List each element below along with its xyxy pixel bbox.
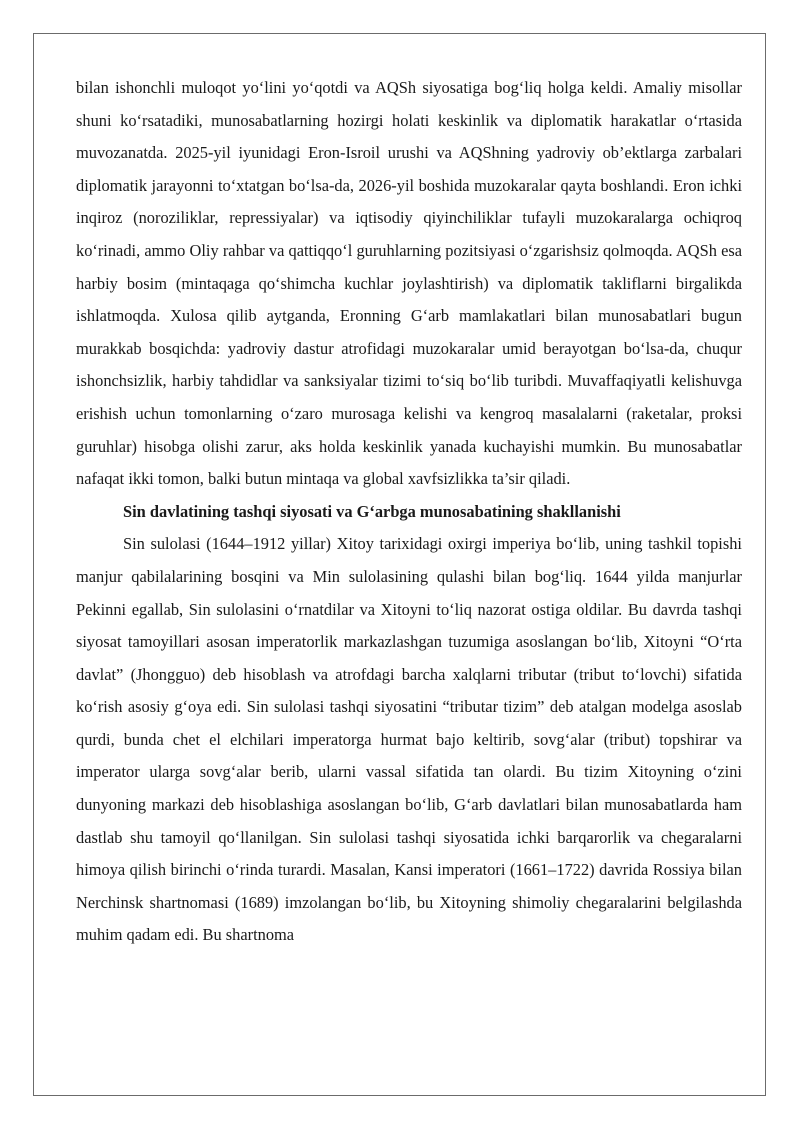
document-body <box>76 72 742 952</box>
section-paragraph: Sin sulolasi (1644–1912 yillar) Xitoy tarixidagi oxirgi imperiya bo‘lib, uning tashkil topishi manjur qabilalarining bosqini va Min sulolasining qulashi bilan bog‘liq. 1644 yilda manjurlar Pekinni egallab, Sin sulolasini o‘rnatdilar va Xitoyni to‘liq nazorat ostiga oldilar. Bu davrda tashqi siyosat tamoyillari asosan imperatorlik markazlashgan tuzumiga asoslangan bo‘lib, Xitoyni “O‘rta davlat” (Jhongguo) deb hisoblash va atrofdagi barcha xalqlarni tributar (tribut to‘lovchi) sifatida ko‘rish asosiy g‘oya edi. Sin sulolasi tashqi siyosatini “tributar tizim” deb atalgan modelga asoslab qurdi, bunda chet el elchilari imperatorga hurmat bajo keltirib, sovg‘alar (tribut) topshirar va imperator ularga sovg‘alar berib, ularni vassal sifatida tan olardi. Bu tizim Xitoyning o‘zini dunyoning markazi deb hisoblashiga asoslangan bo‘lib, G‘arb davlatlari bilan munosabatlarda ham dastlab shu tamoyil qo‘llanilgan. Sin sulolasi tashqi siyosatida ichki barqarorlik va chegaralarni himoya qilish birinchi o‘rinda turardi. Masalan, Kansi imperatori (1661–1722) davrida Rossiya bilan Nerchinsk shartnomasi (1689) imzolangan bo‘lib, bu Xitoyning shimoliy chegaralarini belgilashda muhim qadam edi. Bu shartnoma <box>76 534 742 945</box>
paragraph-continuation: bilan ishonchli muloqot yo‘lini yo‘qotdi va AQSh siyosatiga bog‘liq holga keldi. Amaliy misollar shuni ko‘rsatadiki, munosabatlarning hozirgi holati keskinlik va diplomatik harakatlar o‘rtasida muvozanatda. 2025-yil iyunidagi Eron-Isroil urushi va AQShning yadroviy ob’ektlarga zarbalari diplomatik jarayonni to‘xtatgan bo‘lsa-da, 2026-yil boshida muzokaralar qayta boshlandi. Eron ichki inqiroz (noroziliklar, repressiyalar) va iqtisodiy qiyinchiliklar tufayli muzokaralarga ochiqroq ko‘rinadi, ammo Oliy rahbar va qattiqqo‘l guruhlarning pozitsiyasi o‘zgarishsiz qolmoqda. AQSh esa harbiy bosim (mintaqaga qo‘shimcha kuchlar joylashtirish) va diplomatik takliflarni birgalikda ishlatmoqda. Xulosa qilib aytganda, Eronning G‘arb mamlakatlari bilan munosabatlari bugun murakkab bosqichda: yadroviy dastur atrofidagi muzokaralar umid berayotgan bo‘lsa-da, chuqur ishonchsizlik, harbiy tahdidlar va sanksiyalar tizimi to‘siq bo‘lib turibdi. Muvaffaqiyatli kelishuvga erishish uchun tomonlarning o‘zaro murosaga kelishi va kengroq masalalarni (raketalar, proksi guruhlar) hisobga olishi zarur, aks holda keskinlik yanada kuchayishi mumkin. Bu munosabatlar nafaqat ikki tomon, balki butun mintaqa va global xavfsizlikka ta’sir qiladi. <box>76 78 742 489</box>
section-heading: Sin davlatining tashqi siyosati va G‘arbga munosabatining shakllanishi <box>123 501 621 521</box>
